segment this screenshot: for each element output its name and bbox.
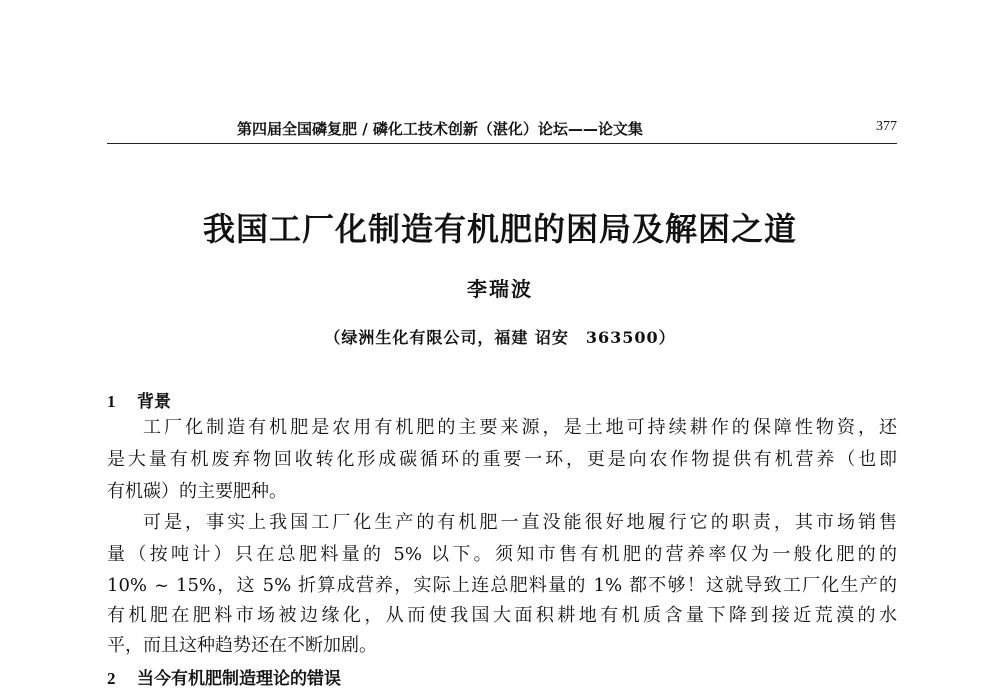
paragraph-line: 量（按吨计）只在总肥料量的 5% 以下。须知市售有机肥的营养率仅为一般化肥的的 [107, 544, 897, 565]
paragraph-line: 工厂化制造有机肥是农用有机肥的主要来源，是土地可持续耕作的保障性物资，还 [143, 417, 897, 438]
section-heading-theory-errors [107, 664, 341, 689]
paragraph-line: 平，而且这种趋势还在不断加剧。 [107, 635, 377, 656]
page-number: 377 [876, 119, 897, 134]
paragraph-line: 有机碳）的主要肥种。 [107, 481, 287, 502]
author-name: 李瑞波 [467, 277, 533, 301]
header-rule [107, 143, 897, 144]
paragraph-line: 有机肥在肥料市场被边缘化，从而使我国大面积耕地有机质含量下降到接近荒漠的水 [107, 605, 897, 626]
section-heading-background [107, 387, 171, 412]
paper-title: 我国工厂化制造有机肥的困局及解困之道 [202, 210, 797, 248]
section-number: 2 [107, 669, 116, 688]
section-title: 背景 [137, 392, 171, 412]
running-header [107, 116, 897, 142]
paragraph-line: 是大量有机废弃物回收转化形成碳循环的重要一环，更是向农作物提供有机营养（也即 [107, 449, 897, 470]
paragraph-line: 可是，事实上我国工厂化生产的有机肥一直没能很好地履行它的职责，其市场销售 [143, 512, 897, 533]
author-affiliation: （绿洲生化有限公司，福建 诏安 363500） [324, 328, 676, 347]
proceedings-title: 第四届全国磷复肥 / 磷化工技术创新（湛化）论坛——论文集 [237, 120, 643, 138]
section-title: 当今有机肥制造理论的错误 [137, 669, 341, 689]
section-number: 1 [107, 392, 116, 411]
paragraph-line: 10% ~ 15%，这 5% 折算成营养，实际上连总肥料量的 1% 都不够！这就导致工厂化生产的 [107, 575, 897, 596]
